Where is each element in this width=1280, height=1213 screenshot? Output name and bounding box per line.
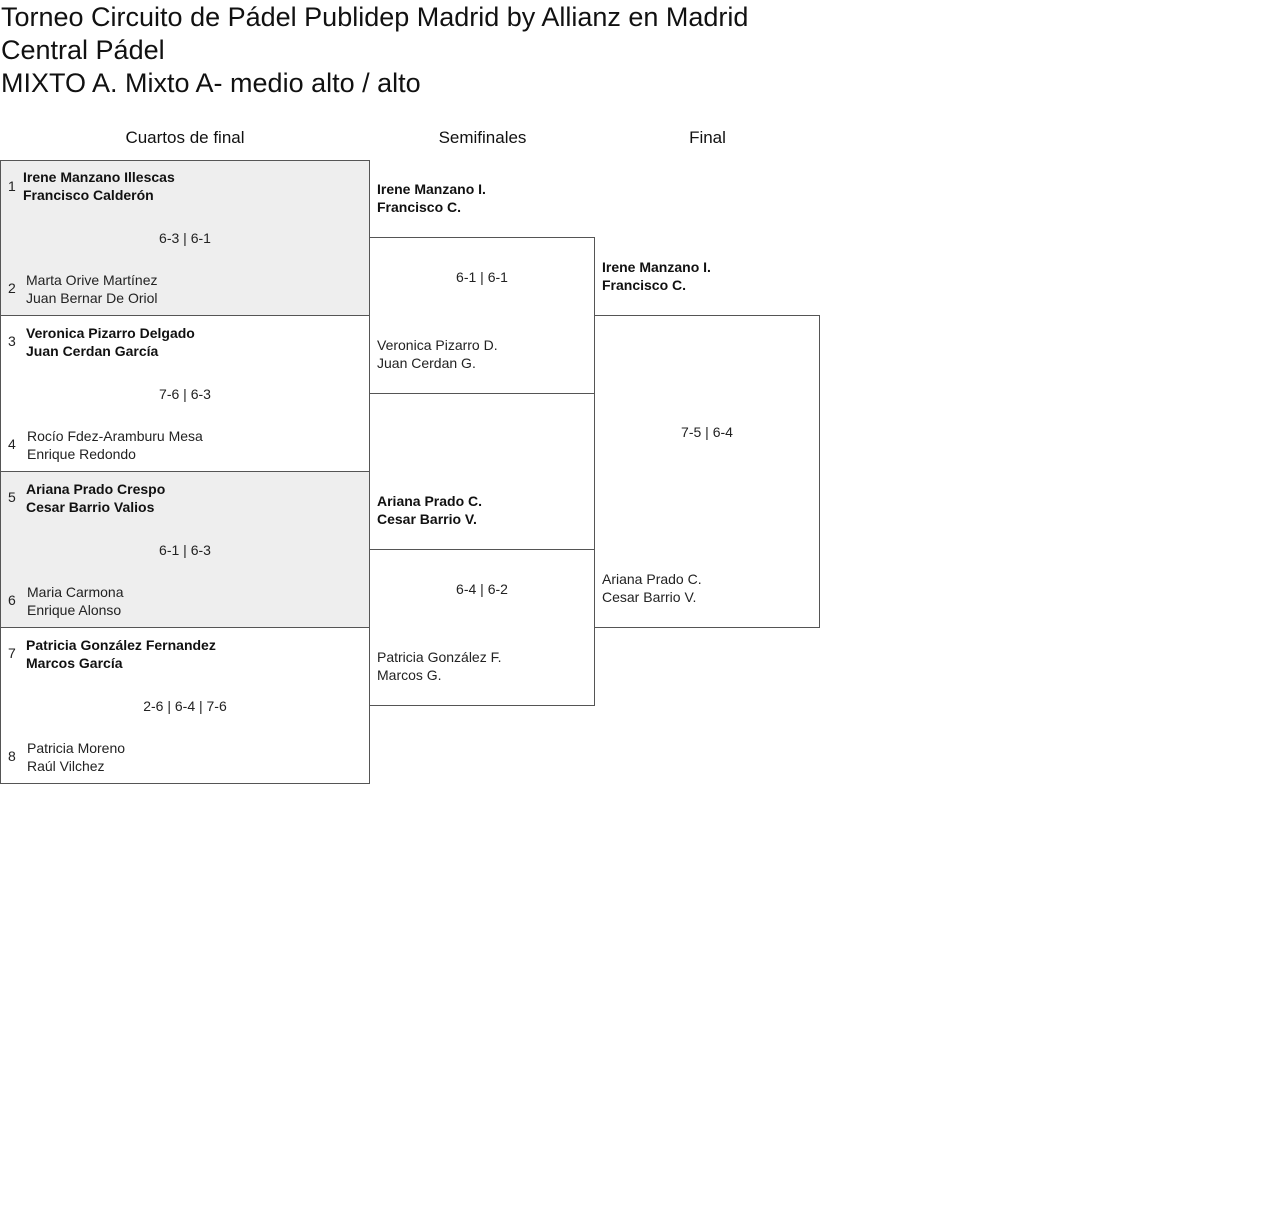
player-name: Marta Orive Martínez	[26, 272, 158, 288]
player-name: Irene Manzano I.	[602, 259, 711, 275]
player-name: Maria Carmona	[27, 584, 124, 600]
match-score: 2-6 | 6-4 | 7-6	[143, 698, 227, 714]
seed-number: 7	[8, 645, 16, 661]
player-name: Veronica Pizarro Delgado	[26, 325, 195, 341]
qf-team-winner[interactable]	[26, 636, 216, 672]
player-name: Rocío Fdez-Aramburu Mesa	[27, 428, 203, 444]
player-name: Enrique Alonso	[27, 602, 122, 618]
player-name: Ariana Prado C.	[377, 493, 483, 509]
venue-title: Central Pádel	[1, 35, 165, 65]
qf-team-loser[interactable]	[27, 427, 203, 463]
player-name: Francisco Calderón	[23, 187, 154, 203]
player-name: Irene Manzano I.	[377, 181, 486, 197]
player-name: Francisco C.	[602, 277, 687, 293]
player-name: Juan Cerdan García	[26, 343, 159, 359]
qf-match-3	[0, 471, 370, 628]
qf-match-2	[0, 315, 370, 472]
player-name: Veronica Pizarro D.	[377, 337, 498, 353]
player-name: Patricia Moreno	[27, 740, 126, 756]
match-score: 7-5 | 6-4	[681, 424, 733, 440]
seed-number: 6	[8, 592, 16, 608]
player-name: Juan Cerdan G.	[377, 355, 476, 371]
tournament-title: Torneo Circuito de Pádel Publidep Madrid by Allianz en Madrid	[1, 2, 749, 32]
player-name: Irene Manzano Illescas	[23, 169, 175, 185]
sf-match-2	[369, 549, 595, 706]
qf-team-winner[interactable]	[26, 324, 195, 360]
qf-team-winner[interactable]	[23, 168, 175, 204]
player-name: Cesar Barrio Valios	[26, 499, 155, 515]
round-heading-final: Final	[689, 128, 726, 147]
seed-number: 5	[8, 489, 16, 505]
seed-number: 2	[8, 280, 16, 296]
final-team-winner[interactable]	[602, 258, 711, 294]
match-score: 6-4 | 6-2	[456, 581, 508, 597]
match-score: 6-3 | 6-1	[159, 230, 211, 246]
seed-number: 1	[8, 178, 16, 194]
seed-number: 8	[8, 748, 16, 764]
player-name: Francisco C.	[377, 199, 462, 215]
round-heading-semifinals: Semifinales	[438, 128, 527, 147]
player-name: Cesar Barrio V.	[377, 511, 477, 527]
player-name: Patricia González Fernandez	[26, 637, 216, 653]
final-match	[594, 315, 820, 628]
sf-team-loser[interactable]	[377, 336, 498, 372]
player-name: Juan Bernar De Oriol	[26, 290, 158, 306]
player-name: Enrique Redondo	[27, 446, 136, 462]
qf-team-loser[interactable]	[27, 583, 123, 619]
round-heading-quarterfinals: Cuartos de final	[125, 128, 245, 147]
sf-team-winner[interactable]	[377, 492, 482, 528]
qf-match-1	[0, 160, 370, 316]
match-score: 6-1 | 6-1	[456, 269, 508, 285]
final-team-loser[interactable]	[602, 570, 702, 606]
player-name: Ariana Prado C.	[602, 571, 702, 587]
player-name: Marcos G.	[377, 667, 442, 683]
match-score: 6-1 | 6-3	[159, 542, 211, 558]
seed-number: 4	[8, 436, 16, 452]
seed-number: 3	[8, 333, 16, 349]
qf-team-loser[interactable]	[27, 739, 125, 775]
qf-team-loser[interactable]	[26, 271, 158, 307]
sf-match-1	[369, 237, 595, 394]
player-name: Raúl Vilchez	[27, 758, 105, 774]
qf-team-winner[interactable]	[26, 480, 165, 516]
player-name: Patricia González F.	[377, 649, 502, 665]
qf-match-4	[0, 627, 370, 784]
player-name: Ariana Prado Crespo	[26, 481, 166, 497]
sf-team-loser[interactable]	[377, 648, 502, 684]
player-name: Cesar Barrio V.	[602, 589, 697, 605]
sf-team-winner[interactable]	[377, 180, 486, 216]
match-score: 7-6 | 6-3	[159, 386, 211, 402]
player-name: Marcos García	[26, 655, 123, 671]
category-title: MIXTO A. Mixto A- medio alto / alto	[1, 68, 421, 98]
